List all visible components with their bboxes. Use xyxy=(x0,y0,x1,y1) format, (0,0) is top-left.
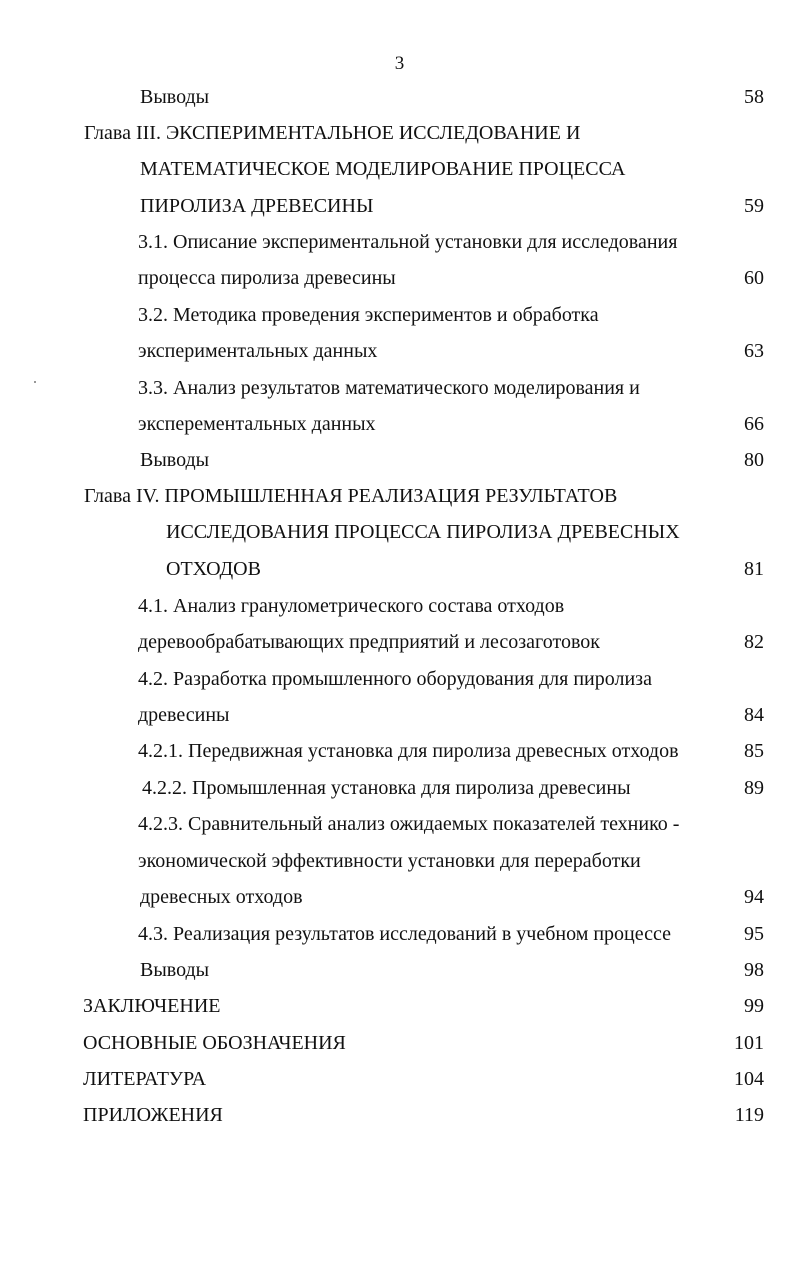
toc-entry-page: 89 xyxy=(744,777,764,799)
toc-entry-page: 66 xyxy=(744,413,764,435)
toc-entry-page: 99 xyxy=(744,995,764,1017)
toc-entry-title: ПИРОЛИЗА ДРЕВЕСИНЫ xyxy=(140,195,374,217)
toc-entry-page: 82 xyxy=(744,631,764,653)
toc-entry-page: 95 xyxy=(744,923,764,945)
toc-entry-title: 4.2. Разработка промышленного оборудования для пиролиза xyxy=(138,668,652,690)
toc-entry-title: Глава III. ЭКСПЕРИМЕНТАЛЬНОЕ ИССЛЕДОВАНИЕ И xyxy=(84,122,581,144)
page-number: 3 xyxy=(394,53,405,74)
toc-entry-page: 98 xyxy=(744,959,764,981)
toc-entry-title: 3.3. Анализ результатов математического моделирования и xyxy=(138,377,640,399)
toc-entry-title: Выводы xyxy=(140,449,210,471)
toc-entry-page: 101 xyxy=(734,1032,764,1054)
toc-entry-title: экспериментальных данных xyxy=(138,340,378,362)
toc-entry-page: 119 xyxy=(734,1104,764,1126)
toc-entry-title: эксперементальных данных xyxy=(138,413,376,435)
toc-entry-title: ЗАКЛЮЧЕНИЕ xyxy=(83,995,221,1017)
scan-speck xyxy=(34,381,36,383)
toc-entry-title: ОТХОДОВ xyxy=(166,558,261,580)
toc-entry-title: ОСНОВНЫЕ ОБОЗНАЧЕНИЯ xyxy=(83,1032,346,1054)
toc-entry-page: 84 xyxy=(744,704,764,726)
toc-entry-page: 85 xyxy=(744,740,764,762)
toc-entry-page: 63 xyxy=(744,340,764,362)
toc-entry-page: 104 xyxy=(734,1068,764,1090)
toc-entry-title: 4.2.2. Промышленная установка для пиролиза древесины xyxy=(142,777,631,799)
toc-entry-title: экономической эффективности установки для переработки xyxy=(138,850,641,872)
toc-entry-page: 60 xyxy=(744,267,764,289)
toc-entry-page: 58 xyxy=(744,86,764,108)
toc-entry-title: древесных отходов xyxy=(140,886,303,908)
toc-entry-title: 4.2.3. Сравнительный анализ ожидаемых показателей технико - xyxy=(138,813,680,835)
toc-entry-title: 3.1. Описание экспериментальной установки для исследования xyxy=(138,231,678,253)
toc-entry-title: деревообрабатывающих предприятий и лесозаготовок xyxy=(138,631,601,653)
toc-entry-title: процесса пиролиза древесины xyxy=(138,267,396,289)
toc-entry-title: ПРИЛОЖЕНИЯ xyxy=(83,1104,223,1126)
toc-entry-title: древесины xyxy=(138,704,230,726)
toc-entry-title: 4.3. Реализация результатов исследований в учебном процессе xyxy=(138,923,672,945)
toc-entry-title: Выводы xyxy=(140,959,210,981)
toc-entry-page: 59 xyxy=(744,195,764,217)
toc-entry-page: 80 xyxy=(744,449,764,471)
toc-entry-title: Выводы xyxy=(140,86,210,108)
toc-entry-title: ЛИТЕРАТУРА xyxy=(83,1068,207,1090)
toc-entry-title: МАТЕМАТИЧЕСКОЕ МОДЕЛИРОВАНИЕ ПРОЦЕССА xyxy=(140,158,626,180)
toc-entry-page: 81 xyxy=(744,558,764,580)
toc-entry-title: 4.2.1. Передвижная установка для пиролиза древесных отходов xyxy=(138,740,679,762)
toc-entry-page: 94 xyxy=(744,886,764,908)
toc-entry-title: ИССЛЕДОВАНИЯ ПРОЦЕССА ПИРОЛИЗА ДРЕВЕСНЫХ xyxy=(166,521,680,543)
toc-entry-title: Глава IV. ПРОМЫШЛЕННАЯ РЕАЛИЗАЦИЯ РЕЗУЛЬТАТОВ xyxy=(84,485,618,507)
toc-entry-title: 4.1. Анализ гранулометрического состава отходов xyxy=(138,595,565,617)
toc-entry-title: 3.2. Методика проведения экспериментов и обработка xyxy=(138,304,599,326)
